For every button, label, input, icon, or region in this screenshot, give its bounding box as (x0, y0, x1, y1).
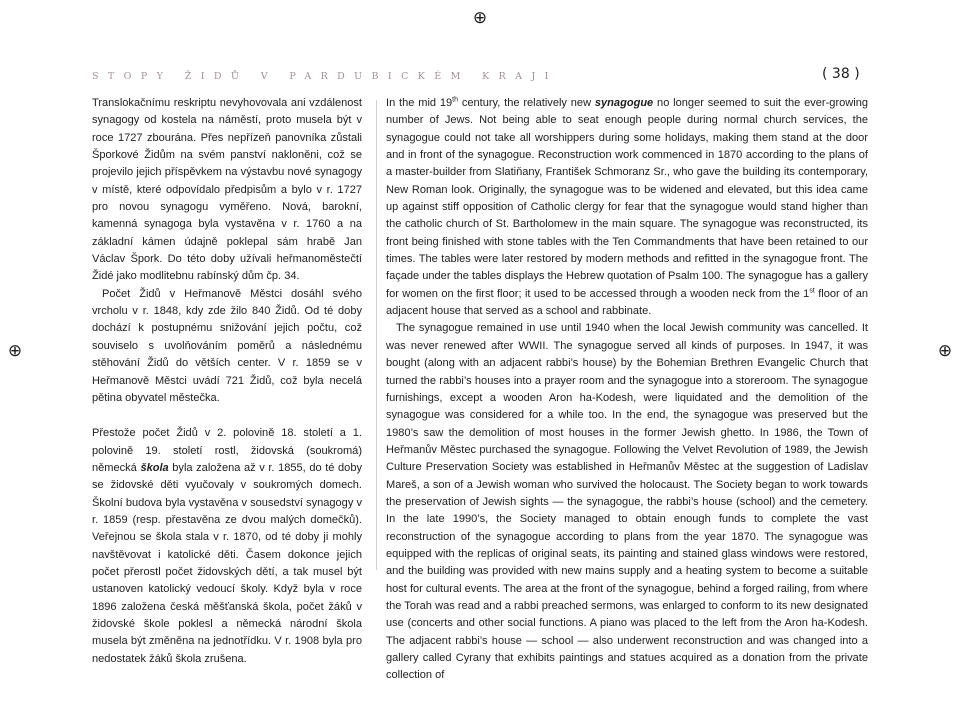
en-p1-end: floor of an adjacent house that served as a school and rabbinate. (386, 287, 868, 318)
en-p1-superscript: th (452, 96, 459, 104)
en-p1-body: no longer seemed to suit the ever-growing number of Jews. Not being able to seat enough people during normal church services, the synagogue could not take all worshippers during some holidays, making them stand at the door and in front of the synagogue. Reconstruction work commenced in 1870 according to the plans of a master-builder from Slatiňany, František Schmoranz Sr., who gave the building its contemporary, New Roman look. Originally, the synagogue was to be widened and elevated, but this idea came up against stiff opposition of Catholic clergy for fear that the synagogue would stand higher than the catholic church of St. Bartholomew in the main square. The synagogue was reconstructed, its front being finished with stone tables with the Ten Commandments that have been retained to our times. The tables were later restored by modern methods and refitted in the synagogue front. The façade under the tables displays the Hebrew quotation of Psalm 100. The synagogue has a gallery for women on the first floor; it used to be accessed through a wooden neck from the 1 (386, 97, 868, 300)
en-emphasis-synagogue: synagogue (594, 97, 654, 109)
czech-text-column (92, 95, 362, 668)
cz-paragraph-2: Počet Židů v Heřmanově Městci dosáhl svého vrcholu v r. 1848, kdy zde žilo 840 Židů. Od té doby dochází k postupnému snižování jejich počtu, což souviselo s uvolňováním poměrů a následnému stěhování Židů do větších center. V r. 1859 se v Heřmanově Městci uvádí 721 Židů, což byla necelá pětina obyvatel městečka. (92, 287, 362, 404)
cz-paragraph-3 (92, 425, 362, 668)
page-number-value: 38 (831, 66, 850, 82)
cz-paragraph-3-start: Přestože počet Židů v 2. polovině 18. století a 1. polovině 19. století rostl, židovská (soukromá) německá (92, 427, 362, 474)
en-p1-start: In the mid 19 (386, 97, 453, 109)
cz-paragraph-3-end: byla založena až v r. 1855, do té doby se židovské děti vyučovaly v soukromých domech. Školní budova byla vystavěna v sousedství synagogy v r. 1859 (resp. přestavěna ze dvou malých domečků). Veřejnou se škola stala v r. 1870, od té doby ji mohly navštěvovat i katolické děti. Časem dokonce jejich počet přerostl počet židovských dětí, a tak musel být ustanoven katolický vedoucí školy. Když byla v roce 1896 založena česká měšťanská škola, počet žáků v židovské škole poklesl a německá národní škola musela být změněna na jednotřídku. V r. 1908 byla pro nedostatek žáků škola zrušena. (92, 461, 362, 665)
registration-mark-icon: ⊕ (7, 341, 23, 361)
registration-mark-icon: ⊕ (937, 341, 953, 361)
cz-emphasis-skola: škola (140, 461, 169, 474)
page-number-close-paren: ) (854, 66, 860, 82)
en-paragraph-1 (386, 95, 868, 320)
english-text-column (386, 95, 868, 685)
page-number-open-paren: ( (822, 66, 828, 82)
registration-mark-icon: ⊕ (472, 8, 488, 28)
cz-paragraph-1: Translokačnímu reskriptu nevyhovovala ani vzdálenost synagogy od kostela na náměstí, proto musela být v roce 1727 zbourána. Přes nepřízeň panovníka zůstali Šporkové Židům na svém panství nakloněni, což se projevilo jejich příspěvkem na výstavbu nové synagogy v místě, které odpovídalo předpisům a bylo v r. 1727 pro novou synagogu vyměřeno. Nová, barokní, kamenná synagoga byla vystavěna v r. 1760 a na základní kámen údajně poklepal sám hrabě Jan Václav Špork. Do této doby užívali heřmanoměstečtí Židé jako modlitebnu rabínský dům čp. 34. (92, 97, 362, 283)
en-p1-mid: century, the relatively new (458, 97, 595, 109)
en-p1-superscript-2: st (809, 287, 815, 295)
en-paragraph-2: The synagogue remained in use until 1940 when the local Jewish community was cancelled. It was never renewed after WWII. The synagogue served all kinds of purposes. In 1947, it was bought (along with an adjacent rabbi’s house) by the Bohemian Brethren Evangelic Church that turned the rabbi’s houses into a prayer room and the synagogue into a storeroom. The synagogue furnishings, except a wooden Aron ha-Kodesh, were liquidated and the demolition of the synagogue was considered for a while too. In the end, the synagogue was preserved but the 1980’s saw the demolition of most houses in the former Jewish ghetto. In 1986, the Town of Heřmanův Městec purchased the synagogue. Following the Velvet Revolution of 1989, the Jewish Culture Preservation Society was established in Heřmanův Městec at the suggestion of Ladislav Mareš, a son of a Jewish woman who survived the holocaust. The Society began to work towards the preservation of Jewish sights — the synagogue, the rabbi’s house (school) and the cemetery. In the late 1990’s, the Society managed to obtain enough funds to complete the vast reconstruction of the synagogue according to plans from the year 1870. The synagogue was equipped with the replicas of original seats, its painting and stained glass windows were restored, and the building was provided with new mains supply and a heating system to become a suitable host for cultural events. The area at the front of the synagogue, behind a forged railing, from where the Torah was read and a rabbi preached sermons, was enlarged to conform to its new designated use (concerts and other social functions. A piano was placed to the left from the Aron ha-Kodesh. The adjacent rabbi’s house — school — also underwent reconstruction and was changed into a gallery called Cyrany that exhibits paintings and statues acquired as a donation from the private collection of (386, 322, 868, 682)
page-number (822, 66, 872, 82)
running-title: STOPY ŽIDŮ V PARDUBICKÉM KRAJI (92, 71, 558, 82)
column-divider (376, 100, 377, 570)
